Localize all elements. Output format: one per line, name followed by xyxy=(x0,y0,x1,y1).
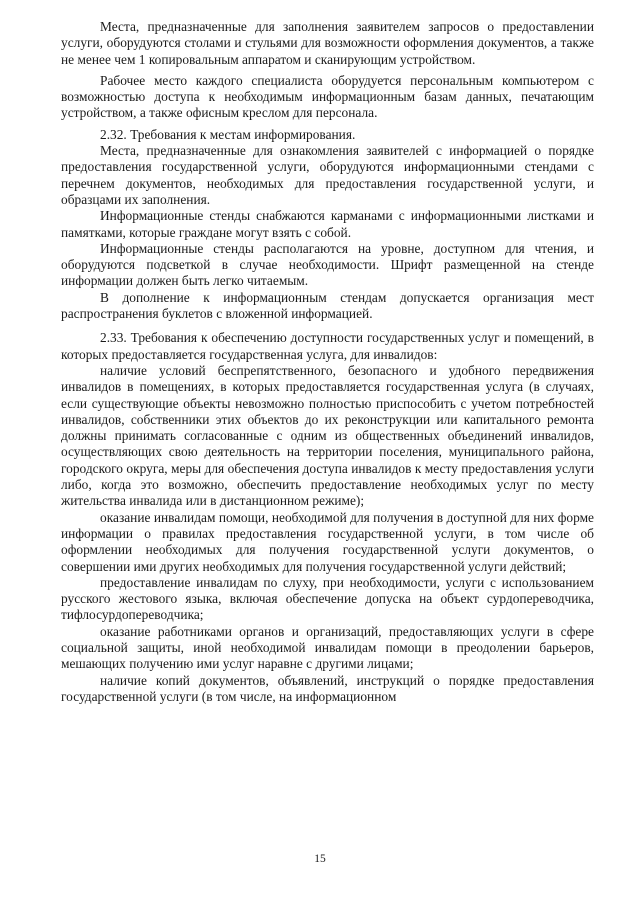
paragraph-barrier-free-movement: наличие условий беспрепятственного, безопасного и удобного передвижения инвалидов в помещениях, в которых предоставляется государственная услуга (в случаях, если существующие объекты невозможно полностью приспособить с учетом потребностей инвалидов, собственники этих объектов до их реконструкции или капитального ремонта должны принимать согласованные с одним из общественных объединений инвалидов, осуществляющих свою деятельность на территории поселения, муниципального района, городского округа, меры для обеспечения доступа инвалидов к месту предоставления услуги либо, когда это возможно, обеспечить предоставление необходимых услуг по месту жительства инвалида или в дистанционном режиме); xyxy=(61,362,594,509)
document-body xyxy=(61,19,594,705)
paragraph-workplaces-applicants: Места, предназначенные для заполнения заявителем запросов о предоставлении услуги, оборудуются столами и стульями для возможности оформления документов, а также не менее чем 1 копировальным аппаратом и сканирующим устройством. xyxy=(61,19,594,67)
paragraph-sign-language: предоставление инвалидам по слуху, при необходимости, услуги с использованием русского жестового языка, включая обеспечение допуска на объект сурдопереводчика, тифлосурдопереводчика; xyxy=(61,574,594,623)
page-number: 15 xyxy=(314,853,326,865)
paragraph-information-assistance: оказание инвалидам помощи, необходимой для получения в доступной для них форме информации о правилах предоставления государственной услуги, в том числе об оформлении необходимых для получения государственной услуги документов, о совершении ими других необходимых для получения государственной услуги действий; xyxy=(61,509,594,574)
section-heading-2-32: 2.32. Требования к местам информирования. xyxy=(100,126,356,142)
paragraph-info-stands: Места, предназначенные для ознакомления заявителей с информацией о порядке предоставления государственной услуги, оборудуются информационными стендами с перечнем документов, необходимых для предоставления государственной услуги, и образцами их заполнения. xyxy=(61,143,594,207)
paragraph-document-copies: наличие копий документов, объявлений, инструкций о порядке предоставления государственной услуги (в том числе, на информационном xyxy=(61,672,594,704)
paragraph-stand-pockets: Информационные стенды снабжаются карманами с информационными листками и памятками, которые граждане могут взять с собой. xyxy=(61,208,594,240)
paragraph-staff-assistance: оказание работниками органов и организаций, предоставляющих услуги в сфере социальной защиты, иной необходимой инвалидам помощи в преодолении барьеров, мешающих получению ими услуг наравне с другими лицами; xyxy=(61,623,594,672)
paragraph-booklets: В дополнение к информационным стендам допускается организация мест распространения буклетов с вложенной информацией. xyxy=(61,289,594,322)
paragraph-specialist-workplace: Рабочее место каждого специалиста оборудуется персональным компьютером с возможностью доступа к необходимым информационным базам данных, печатающим устройством, а также офисным креслом для персонала. xyxy=(61,72,594,121)
paragraph-stand-placement: Информационные стенды располагаются на уровне, доступном для чтения, и оборудуются подсветкой в случае необходимости. Шрифт размещенной на стенде информации должен быть легко читаемым. xyxy=(61,240,594,289)
section-heading-2-33: 2.33. Требования к обеспечению доступности государственных услуг и помещений, в которых предоставляется государственная услуга, для инвалидов: xyxy=(61,330,594,362)
